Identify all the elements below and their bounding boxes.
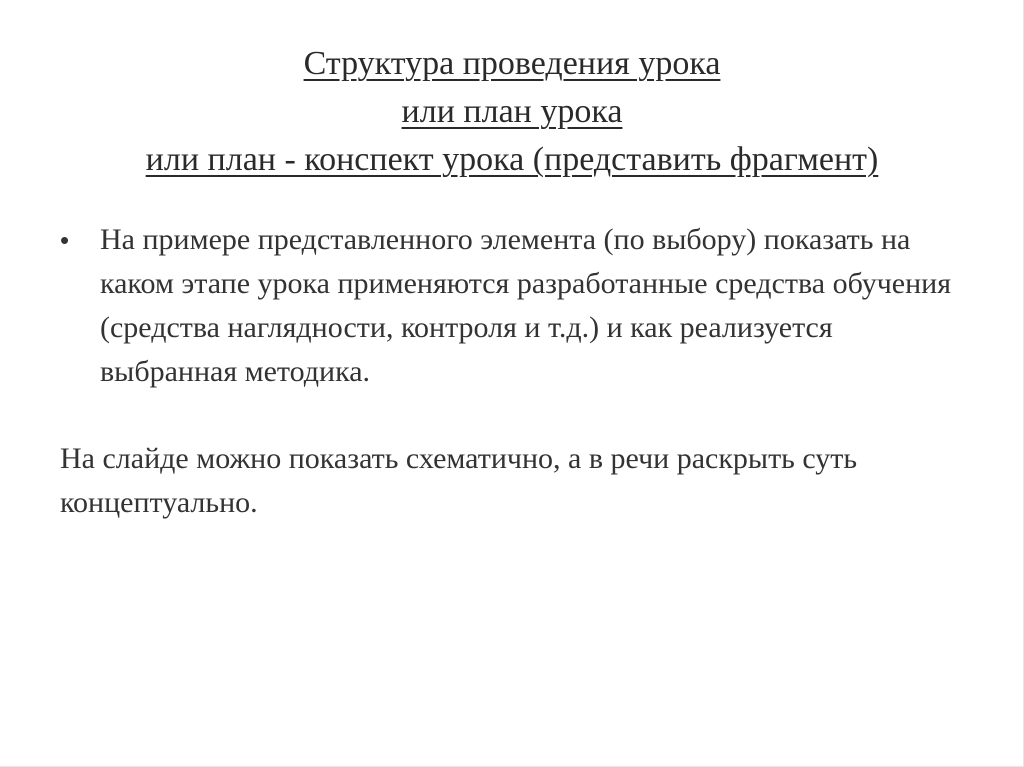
bullet-text: На примере представленного элемента (по выбору) показать на каком этапе урока применяются разработанные средства обучения (средства наглядности, контроля и т.д.) и как реализуется выбранная методика. [100,223,952,388]
title-line-1: Структура проведения урока [303,45,721,82]
slide-title [60,40,964,184]
bullet-marker: • [60,225,70,255]
bullet-item [60,218,960,394]
title-line-2: или план урока [401,93,623,130]
title-line-3: или план - конспект урока (представить фрагмент) [145,141,879,178]
note-paragraph: На слайде можно показать схематично, а в речи раскрыть суть концептуально. [60,442,858,519]
